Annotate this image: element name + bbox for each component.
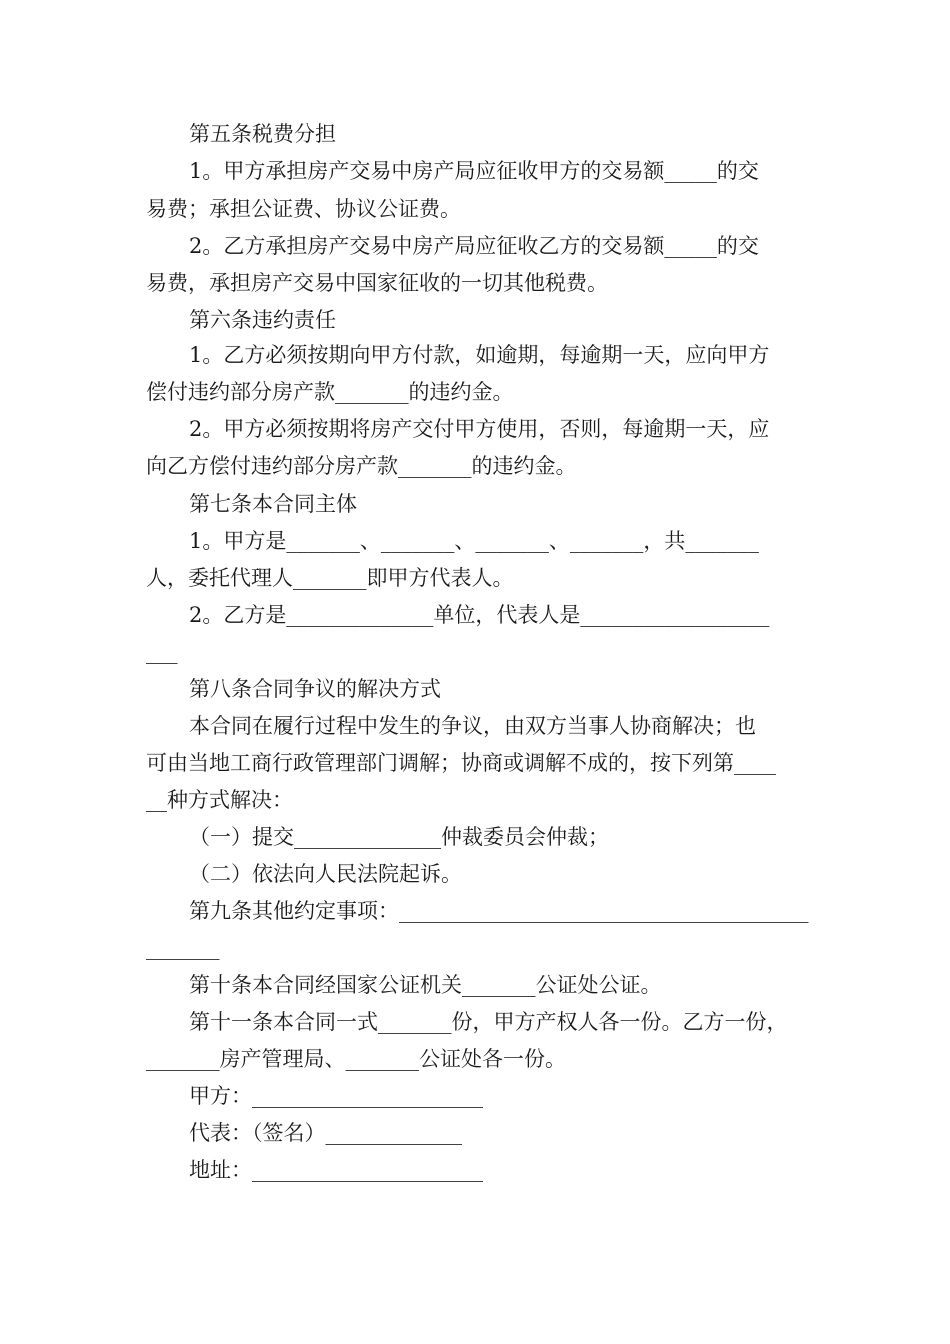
article-9: 第九条其他约定事项：_______________________________________ xyxy=(189,899,809,923)
article-7-heading: 第七条本合同主体 xyxy=(189,492,357,516)
article-5-clause-2: 2。乙方承担房产交易中房产局应征收乙方的交易额_____的交 xyxy=(189,234,759,258)
article-7-clause-2-cont: ___ xyxy=(146,640,178,664)
article-8-body-cont-1: 可由当地工商行政管理部门调解；协商或调解不成的，按下列第____ xyxy=(146,751,776,775)
article-11-cont: _______房产管理局、_______公证处各一份。 xyxy=(146,1047,566,1071)
article-5-heading: 第五条税费分担 xyxy=(189,122,336,146)
article-7-clause-2: 2。乙方是______________单位，代表人是__________________ xyxy=(189,603,770,627)
article-7-clause-1: 1。甲方是_______、_______、_______、_______，共_______ xyxy=(189,529,759,553)
article-5-clause-1-cont: 易费；承担公证费、协议公证费。 xyxy=(146,197,461,221)
article-11: 第十一条本合同一式_______份，甲方产权人各一份。乙方一份， xyxy=(189,1010,788,1034)
article-5-clause-1: 1。甲方承担房产交易中房产局应征收甲方的交易额_____的交 xyxy=(189,159,759,183)
signature-party-a: 甲方：______________________ xyxy=(189,1084,483,1108)
article-8-body: 本合同在履行过程中发生的争议，由双方当事人协商解决；也 xyxy=(189,714,756,738)
article-8-option-2: （二）依法向人民法院起诉。 xyxy=(189,862,462,886)
article-10: 第十条本合同经国家公证机关_______公证处公证。 xyxy=(189,973,662,997)
article-8-heading: 第八条合同争议的解决方式 xyxy=(189,677,441,701)
article-5-clause-2-cont: 易费，承担房产交易中国家征收的一切其他税费。 xyxy=(146,271,608,295)
article-9-cont: _______ xyxy=(146,936,220,960)
article-6-clause-1: 1。乙方必须按期向甲方付款，如逾期，每逾期一天，应向甲方 xyxy=(189,343,770,367)
signature-representative: 代表：（签名）_____________ xyxy=(189,1121,462,1145)
signature-address: 地址：______________________ xyxy=(189,1158,483,1182)
article-6-clause-2: 2。甲方必须按期将房产交付甲方使用，否则，每逾期一天，应 xyxy=(189,417,770,441)
article-7-clause-1-cont: 人，委托代理人_______即甲方代表人。 xyxy=(146,566,514,590)
article-6-heading: 第六条违约责任 xyxy=(189,308,336,332)
article-6-clause-1-cont: 偿付违约部分房产款_______的违约金。 xyxy=(146,380,514,404)
article-8-body-cont-2: __种方式解决： xyxy=(146,788,293,812)
article-8-option-1: （一）提交______________仲裁委员会仲裁； xyxy=(189,825,609,849)
article-6-clause-2-cont: 向乙方偿付违约部分房产款_______的违约金。 xyxy=(146,454,577,478)
